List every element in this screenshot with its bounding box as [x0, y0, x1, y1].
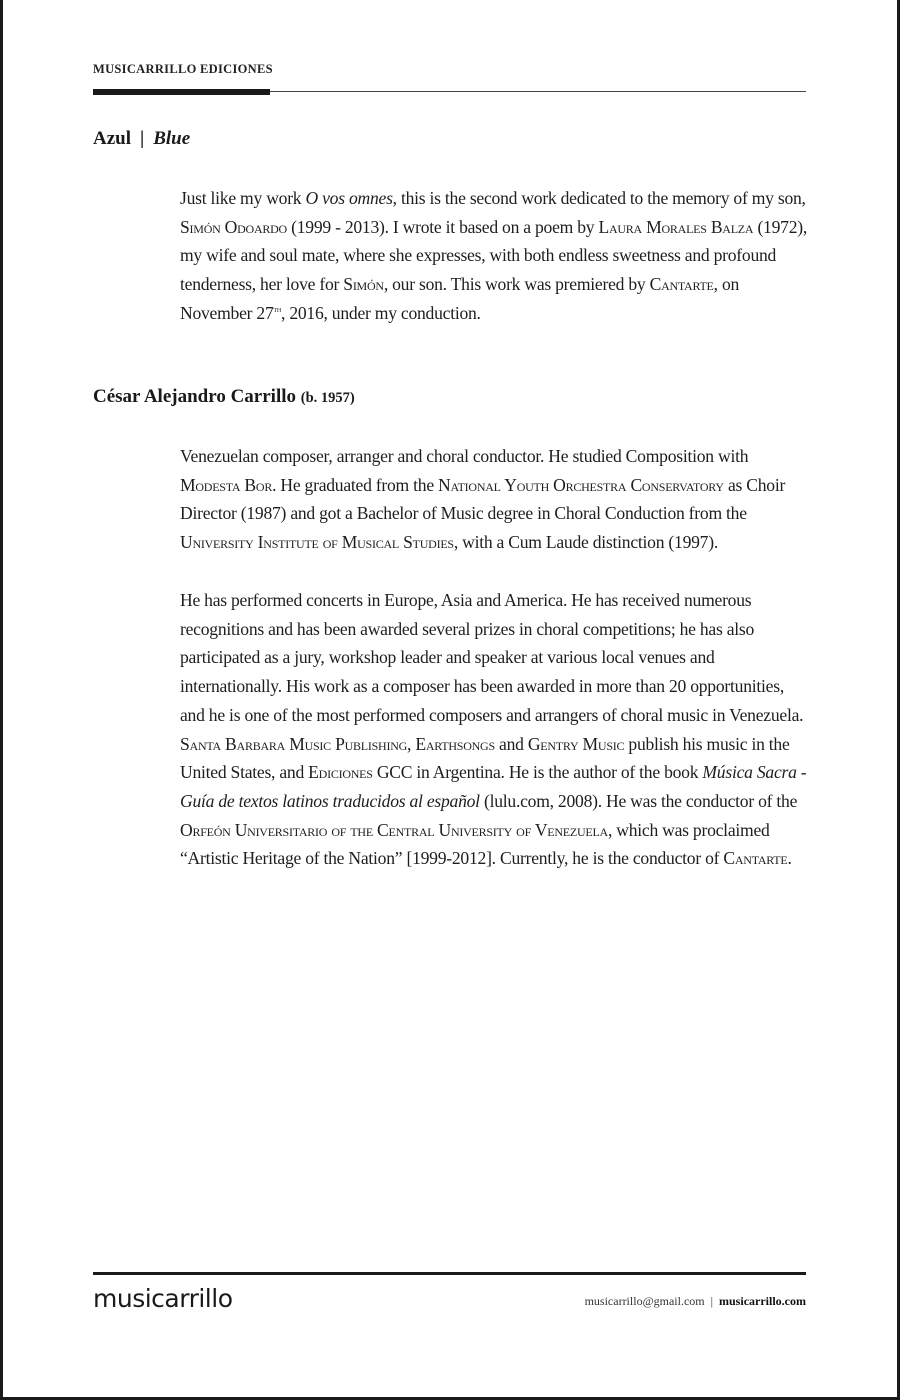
header-rule [270, 91, 806, 92]
composer-bio-paragraph-1 [180, 442, 812, 557]
institution-name: University Institute of Musical Studies [180, 532, 454, 553]
text-run: (lulu.com, 2008). He was the conductor of the [479, 790, 798, 811]
publisher-name: Ediciones [308, 762, 373, 783]
text-run: , this is the second work dedicated to the memory of my son, [392, 188, 806, 208]
publisher-name: Gentry Music [527, 733, 625, 754]
text-run: Just like my work [180, 188, 306, 208]
work-title-es: Azul [93, 128, 131, 149]
composer-heading [93, 386, 355, 408]
institution-name: National Youth Orchestra Conservatory [438, 474, 724, 495]
text-run: (1999 - 2013). I wrote it based on a poem by [286, 216, 599, 237]
footer-separator: | [710, 1294, 714, 1308]
footer-website[interactable]: musicarrillo.com [719, 1294, 806, 1308]
person-name: Simón [343, 274, 384, 295]
text-run: GCC in Argentina. He is the author of the book [372, 762, 703, 783]
work-reference: O vos omnes [305, 188, 393, 208]
choir-name: Cantarte [723, 848, 788, 869]
person-name: Laura Morales Balza [598, 216, 754, 237]
text-run: as Choir Director (1987) and got a Bachelor of Music degree in Choral Conduction from the [180, 474, 786, 524]
composer-bio-paragraph-2 [180, 586, 812, 873]
title-separator: | [140, 128, 145, 149]
text-run: . He graduated from the [272, 474, 439, 495]
footer-contact [585, 1294, 806, 1309]
composer-name: César Alejandro Carrillo [93, 386, 296, 407]
musicarrillo-logo: musicarrillo [93, 1284, 233, 1313]
text-run: , with a Cum Laude distinction (1997). [453, 532, 718, 553]
text-run: , which was proclaimed “Artistic Heritage of the Nation” [1999-2012]. Currently, he is the conductor of [180, 819, 770, 869]
person-name: Simón Odoardo [180, 216, 287, 237]
work-title [93, 128, 190, 150]
page-border-left [0, 0, 3, 1400]
text-run: , 2016, under my conduction. [281, 302, 481, 323]
choir-name: Cantarte [649, 274, 714, 295]
choir-name: Orfeón Universitario of the Central University of Venezuela [180, 819, 608, 840]
text-run: (1972), my wife and soul mate, where she expresses, with both endless sweetness and profound tenderness, her love for [180, 216, 807, 295]
text-run: publish his music in the United States, and [180, 733, 790, 783]
header-rule-accent [93, 89, 270, 95]
ordinal-suffix: th [273, 303, 282, 314]
text-run: . [787, 848, 792, 869]
book-title: Música Sacra - Guía de textos latinos traducidos al español [180, 762, 807, 811]
person-name: Modesta Bor [180, 474, 273, 495]
publisher-name: Earthsongs [415, 733, 495, 754]
publisher-header: MUSICARRILLO EDICIONES [93, 62, 273, 76]
footer-rule [93, 1272, 806, 1275]
text-run: , on November 27 [180, 274, 740, 323]
text-run: He has performed concerts in Europe, Asia and America. He has received numerous recognitions and has been awarded several prizes in choral competitions; he has also participated as a jury, workshop leader and speaker at various local venues and internationally. His work as a composer has been awarded in more than 20 opportunities, and he is one of the most performed composers and arrangers of choral music in Venezuela. [180, 590, 804, 725]
text-run: and [494, 733, 528, 754]
publisher-name: Santa Barbara Music Publishing [180, 733, 408, 754]
composer-years: (b. 1957) [300, 390, 355, 406]
text-run: , our son. This work was premiered by [383, 274, 650, 295]
work-description [180, 184, 812, 328]
text-run: Venezuelan composer, arranger and choral conductor. He studied Composition with [180, 446, 749, 466]
work-title-en: Blue [153, 128, 191, 149]
text-run: , [407, 733, 416, 754]
footer-email[interactable]: musicarrillo@gmail.com [584, 1294, 705, 1308]
